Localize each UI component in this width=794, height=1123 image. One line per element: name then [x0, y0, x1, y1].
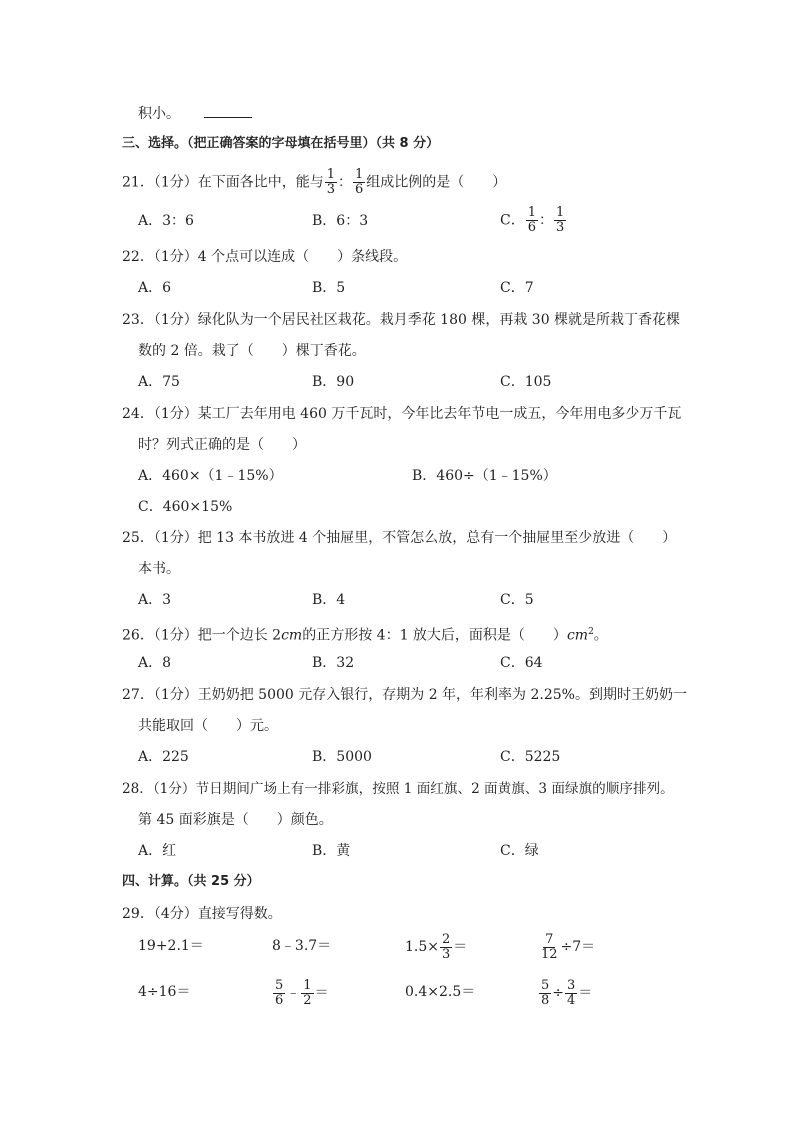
- fraction: $\frac{3}{4}$: [567, 977, 576, 1008]
- question-23-line-2: 数的 2 倍。栽了（ ）棵丁香花。: [138, 343, 366, 359]
- fraction: $\frac{5}{8}$: [541, 977, 550, 1008]
- option-b: B．6：3: [312, 213, 369, 229]
- option-a: A．红: [138, 843, 177, 859]
- option-a: A．225: [138, 749, 189, 765]
- question-26: 26．（1分）把一个边长 2cm的正方形按 4：1 放大后，面积是（ ）$cm^2$。: [122, 627, 608, 644]
- option-b: B．5: [312, 280, 346, 296]
- question-29: 29．（4分）直接写得数。: [122, 906, 282, 922]
- question-24-line-2: 时？列式正确的是（ ）: [138, 437, 306, 453]
- fraction: $\frac{7}{12}$: [541, 931, 558, 962]
- option-c: C．绿: [500, 843, 539, 859]
- calc-item: $\frac{7}{12}$ ÷7＝: [541, 931, 596, 962]
- option-c: C．7: [500, 280, 534, 296]
- fraction: $\frac{1}{3}$: [326, 167, 336, 197]
- option-c: C．5: [500, 592, 534, 608]
- question-24-line-1: 24．（1分）某工厂去年用电 460 万千瓦时，今年比去年节电一成五，今年用电多少万千瓦: [122, 406, 682, 422]
- option-a: A．460×（1﹣15%）: [138, 468, 283, 484]
- question-28-line-1: 28．（1分）节日期间广场上有一排彩旗，按照 1 面红旗、2 面黄旗、3 面绿旗的顺序排列。: [122, 781, 674, 797]
- fraction: $\frac{5}{6}$: [275, 977, 284, 1008]
- question-28-line-2: 第 45 面彩旗是（ ）颜色。: [138, 812, 333, 828]
- option-c: C．105: [500, 374, 552, 390]
- question-23-line-1: 23．（1分）绿化队为一个居民社区栽花。栽月季花 180 棵，再栽 30 棵就是所栽丁香花棵: [122, 312, 681, 328]
- previous-question-tail: 积小。: [138, 103, 252, 124]
- calc-item: $\frac{5}{8}$ ÷ $\frac{3}{4}$ ＝: [541, 977, 593, 1008]
- option-a: A．3: [138, 592, 172, 608]
- option-b: B．90: [312, 374, 355, 390]
- option-b: B．黄: [312, 843, 351, 859]
- fraction: $\frac{2}{3}$: [442, 931, 451, 962]
- option-c: C． $\frac{1}{6}$ ： $\frac{1}{3}$: [500, 205, 565, 235]
- answer-blank[interactable]: [204, 103, 252, 118]
- question-21: 21．（1分）在下面各比中，能与 $\frac{1}{3}$ ： $\frac{1}{6}$ 组成比例的是（ ）: [122, 167, 507, 197]
- section-3-title: 三、选择。（把正确答案的字母填在括号里）（共 8 分）: [122, 136, 440, 151]
- option-a: A．8: [138, 655, 172, 671]
- calc-item: $\frac{5}{6}$ ﹣ $\frac{1}{2}$ ＝: [275, 977, 329, 1008]
- calc-item: 0.4×2.5＝: [405, 984, 476, 1000]
- question-27-line-2: 共能取回（ ）元。: [138, 718, 278, 734]
- option-b: B．460÷（1﹣15%）: [412, 468, 557, 484]
- fraction: $\frac{1}{3}$: [556, 205, 565, 235]
- calc-item: 19+2.1＝: [138, 938, 204, 954]
- question-22: 22．（1分）4 个点可以连成（ ）条线段。: [122, 249, 408, 265]
- option-a: A．3：6: [138, 213, 194, 229]
- option-c: C．5225: [500, 749, 561, 765]
- fraction: $\frac{1}{2}$: [303, 977, 312, 1008]
- calc-item: 4÷16＝: [138, 984, 191, 1000]
- question-25-line-1: 25．（1分）把 13 本书放进 4 个抽屉里，不管怎么放，总有一个抽屉里至少放进（ ）: [122, 530, 677, 546]
- option-a: A．75: [138, 374, 180, 390]
- fraction: $\frac{1}{6}$: [355, 167, 364, 197]
- option-b: B．5000: [312, 749, 372, 765]
- option-c: C．64: [500, 655, 543, 671]
- question-25-line-2: 本书。: [138, 561, 180, 577]
- question-27-line-1: 27．（1分）王奶奶把 5000 元存入银行，存期为 2 年，年利率为 2.25%。到期时王奶奶一: [122, 687, 687, 703]
- section-4-title: 四、计算。（共 25 分）: [122, 874, 260, 889]
- calc-item: 1.5× $\frac{2}{3}$ ＝: [405, 931, 468, 962]
- option-a: A．6: [138, 280, 172, 296]
- calc-item: 8﹣3.7＝: [272, 938, 332, 954]
- option-b: B．32: [312, 655, 355, 671]
- option-c: C．460×15%: [138, 499, 233, 515]
- fraction: $\frac{1}{6}$: [527, 205, 536, 235]
- option-b: B．4: [312, 592, 346, 608]
